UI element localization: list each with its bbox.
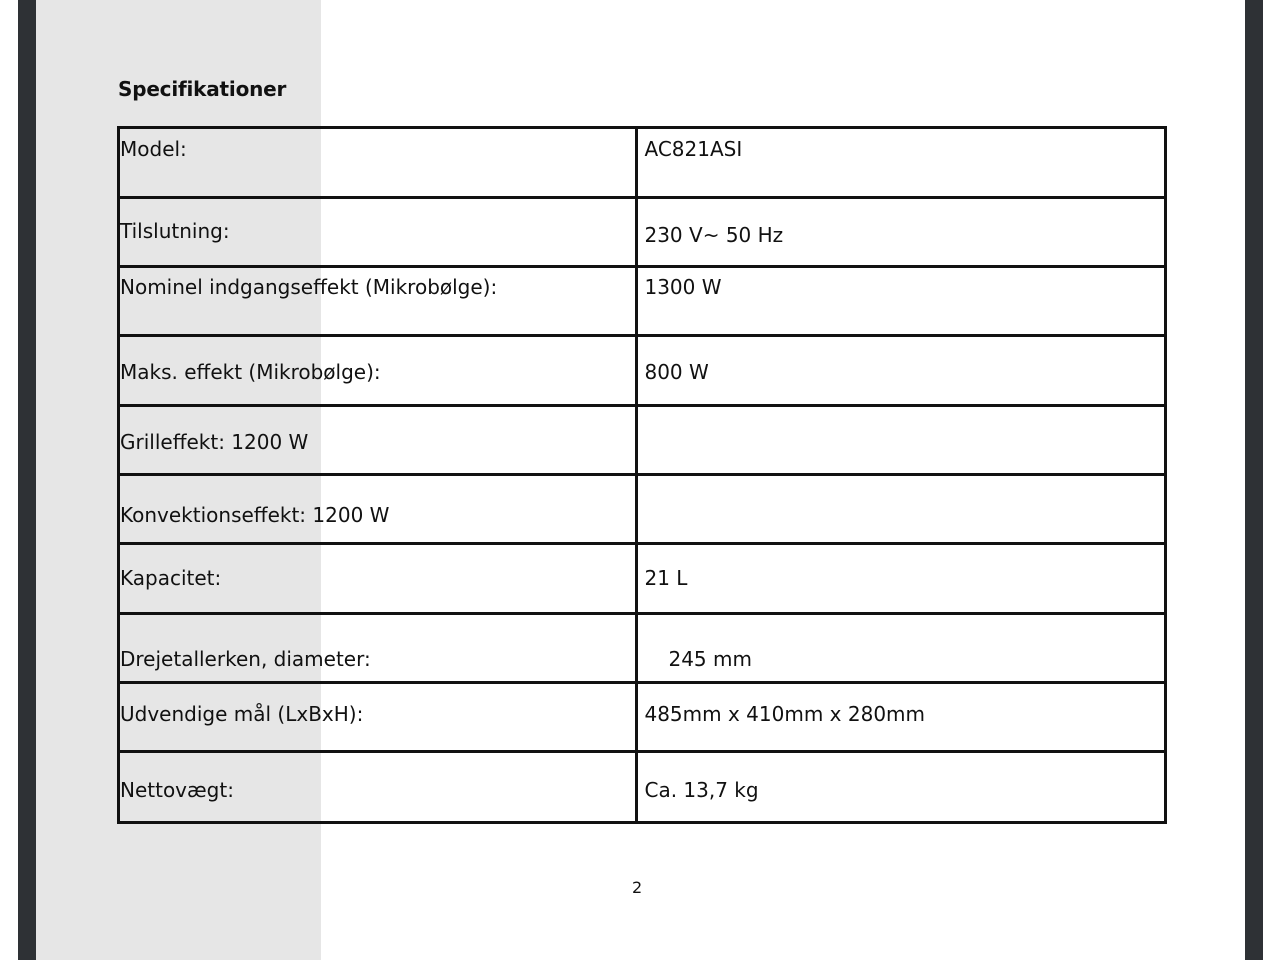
spec-label: Nettovægt:	[120, 778, 234, 802]
table-row	[119, 128, 1166, 198]
spec-value-cell	[637, 198, 1166, 267]
table-row	[119, 683, 1166, 752]
spec-value: 800 W	[644, 360, 709, 384]
spec-value: 485mm x 410mm x 280mm	[644, 702, 926, 726]
spec-value-cell	[637, 128, 1166, 198]
spec-label: Grilleffekt: 1200 W	[120, 430, 309, 454]
specifications-table	[117, 126, 1167, 824]
spec-label: Maks. effekt (Mikrobølge):	[120, 360, 381, 384]
spec-value-cell	[637, 336, 1166, 406]
spec-label: Udvendige mål (LxBxH):	[120, 702, 364, 726]
table-row	[119, 198, 1166, 267]
table-row	[119, 544, 1166, 614]
spec-label-cell	[119, 406, 637, 475]
spec-value-cell	[637, 614, 1166, 683]
viewer-frame-right	[1245, 0, 1263, 960]
spec-label-cell	[119, 198, 637, 267]
spec-value-cell	[637, 752, 1166, 823]
spec-value: 1300 W	[644, 275, 722, 299]
spec-value-cell	[637, 683, 1166, 752]
document-page	[36, 0, 1245, 960]
spec-label: Konvektionseffekt: 1200 W	[120, 503, 390, 527]
spec-label-cell	[119, 475, 637, 544]
spec-value-cell	[637, 475, 1166, 544]
spec-value-cell	[637, 406, 1166, 475]
viewer-frame-left	[18, 0, 36, 960]
spec-label-cell	[119, 267, 637, 336]
spec-label: Model:	[120, 137, 187, 161]
table-row	[119, 336, 1166, 406]
spec-value: 230 V~ 50 Hz	[644, 223, 784, 247]
section-heading: Specifikationer	[118, 77, 287, 101]
spec-label: Drejetallerken, diameter:	[120, 647, 371, 671]
spec-label-cell	[119, 752, 637, 823]
spec-label-cell	[119, 336, 637, 406]
spec-value-cell	[637, 544, 1166, 614]
spec-value: 21 L	[644, 566, 688, 590]
spec-value: Ca. 13,7 kg	[644, 778, 759, 802]
spec-label-cell	[119, 128, 637, 198]
table-row	[119, 406, 1166, 475]
spec-label-cell	[119, 544, 637, 614]
spec-label: Tilslutning:	[120, 219, 230, 243]
spec-label-cell	[119, 614, 637, 683]
spec-value: AC821ASI	[644, 137, 743, 161]
table-row	[119, 614, 1166, 683]
spec-value: 245 mm	[668, 647, 752, 671]
table-row	[119, 752, 1166, 823]
spec-label-cell	[119, 683, 637, 752]
spec-label: Kapacitet:	[120, 566, 222, 590]
spec-value-cell	[637, 267, 1166, 336]
table-row	[119, 475, 1166, 544]
page-number: 2	[632, 878, 643, 897]
table-row	[119, 267, 1166, 336]
spec-label: Nominel indgangseffekt (Mikrobølge):	[120, 275, 498, 299]
